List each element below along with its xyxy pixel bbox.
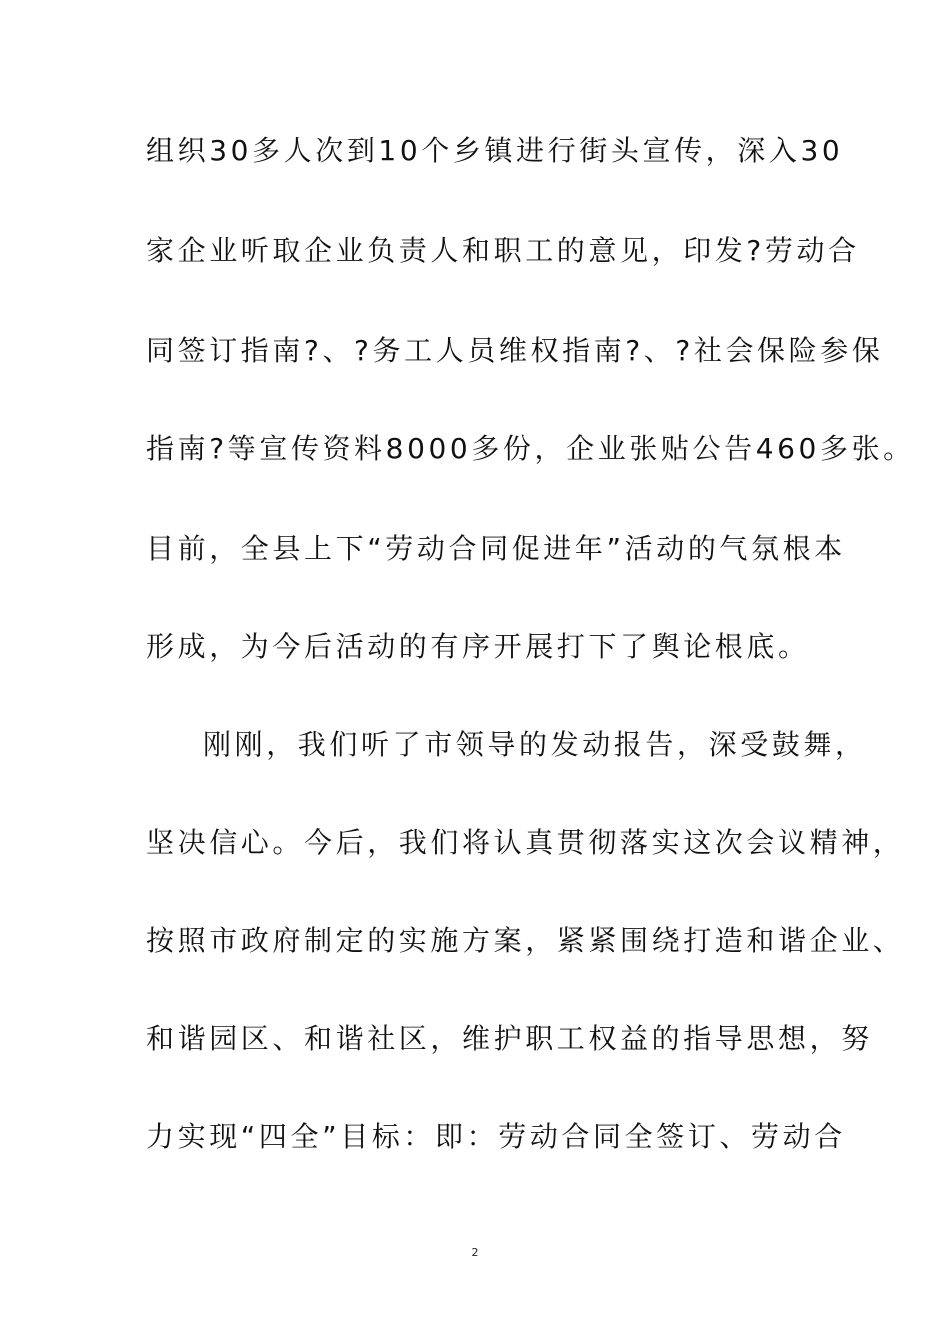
page-number: 2	[471, 1246, 479, 1259]
text-line-2: 家企业听取企业负责人和职工的意见，印发?劳动合	[146, 234, 860, 267]
text-line-9: 按照市政府制定的实施方案，紧紧围绕打造和谐企业、	[146, 924, 905, 957]
text-line-11: 力实现“四全”目标：即：劳动合同全签订、劳动合	[146, 1120, 846, 1153]
text-line-6: 形成，为今后活动的有序开展打下了舆论根底。	[146, 630, 810, 663]
text-line-8: 坚决信心。今后，我们将认真贯彻落实这次会议精神，	[146, 826, 905, 859]
text-line-5: 目前，全县上下“劳动合同促进年”活动的气氛根本	[146, 532, 846, 565]
text-line-3: 同签订指南?、?务工人员维权指南?、?社会保险参保	[146, 334, 884, 367]
paragraph-start-line: 刚刚，我们听了市领导的发动报告，深受鼓舞，	[203, 728, 867, 761]
text-line-10: 和谐园区、和谐社区，维护职工权益的指导思想，努	[146, 1022, 873, 1055]
text-line-4: 指南?等宣传资料8000多份，企业张贴公告460多张。	[146, 432, 915, 465]
text-line-1: 组织30多人次到10个乡镇进行街头宣传，深入30	[146, 134, 844, 167]
